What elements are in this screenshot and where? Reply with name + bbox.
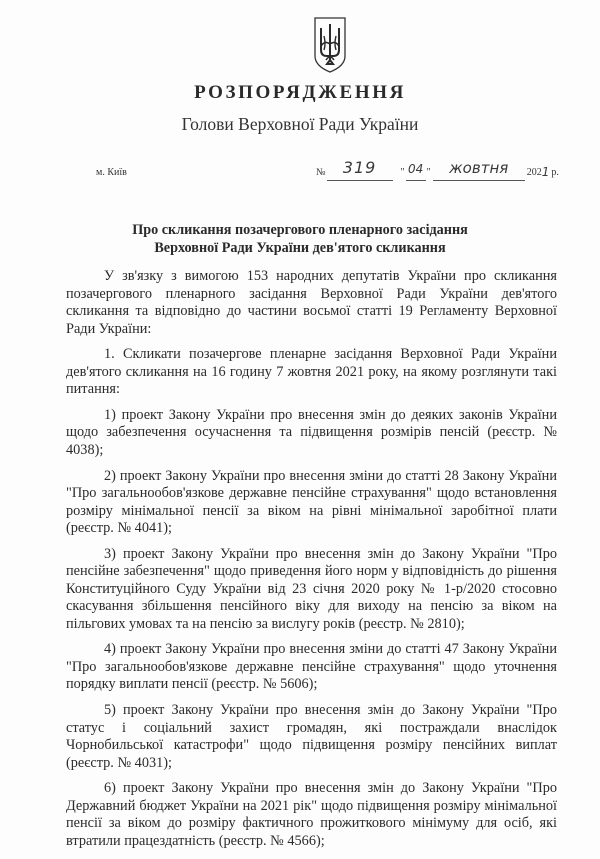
day-close-quote: " [426,167,431,178]
month-underline [433,159,525,181]
agenda-item-4: 4) проект Закону України про внесення зміни до статті 47 Закону України "Про загальнообов'язкове державне пенсійне страхування" щодо уточнення порядку виплати пенсії (реєстр. № 5606); [66,641,557,693]
heading-line-2: Верховної Ради України дев'ятого скликання [154,240,446,256]
document-subtitle: Голови Верховної Ради України [181,114,419,134]
coat-of-arms-icon [313,16,347,74]
agenda-item-1: 1) проект Закону України про внесення змін до деяких законів України щодо забезпечення осучаснення та підвищення розмірів пенсій (реєстр. № 4038); [66,406,557,458]
city-label: м. Київ [96,167,127,178]
document-body [66,268,557,859]
number-date-line [316,157,576,181]
agenda-item-3: 3) проект Закону України про внесення змін до Закону України "Про пенсійне забезпечення" щодо приведення його норм у відповідність до рішення Конституційного Суду України від 23 січня 2020 року № 1-р/2020 стосовно скасування збільшення пенсійного віку для виходу на пенсію за віком на пільгових умовах та на пенсію за вислугу років (реєстр. № 2810); [66,545,557,632]
number-underline [327,159,393,181]
number-label: № [316,167,326,178]
document-heading [0,221,600,257]
agenda-item-5: 5) проект Закону України про внесення змін до Закону України "Про статус і соціальний захист громадян, які постраждали внаслідок Чорнобильської катастрофи" щодо підвищення розміру пенсійних виплат (реєстр. № 4031); [66,702,557,771]
heading-line-1: Про скликання позачергового пленарного засідання [132,222,468,238]
day-underline [406,160,426,181]
agenda-item-6: 6) проект Закону України про внесення змін до Закону України "Про Державний бюджет України на 2021 рік" щодо підвищення розміру мінімальної пенсії за віком до розміру фактичного прожиткового мінімуму для осіб, які втратили працездатність (реєстр. № 4566); [66,780,557,849]
handwritten-day: 04 [408,162,424,176]
handwritten-month: жовтня [449,159,509,177]
preamble-paragraph: У зв'язку з вимогою 153 народних депутатів України про скликання позачергового пленарного засідання Верховної Ради України дев'ятого скликання та відповідно до частини восьмої статті 19 Регламенту Верховної Ради України: [66,268,557,337]
year-prefix: 202 [526,167,542,178]
handwritten-year-suffix: 1 [541,165,550,179]
year-label: р. [551,167,559,178]
handwritten-number: 319 [342,158,377,177]
document-title: РОЗПОРЯДЖЕННЯ [194,82,406,103]
agenda-item-2: 2) проект Закону України про внесення зміни до статті 28 Закону України "Про загальнообов'язкове державне пенсійне страхування" щодо встановлення розміру мінімальної пенсії за віком на рівні мінімальної заробітної плати (реєстр. № 4041); [66,467,557,537]
day-open-quote: " [400,167,405,178]
clause-1-paragraph: 1. Скликати позачергове пленарне засідання Верховної Ради України дев'ятого скликання на 16 годину 7 жовтня 2021 року, на якому розглянути такі питання: [66,346,557,398]
